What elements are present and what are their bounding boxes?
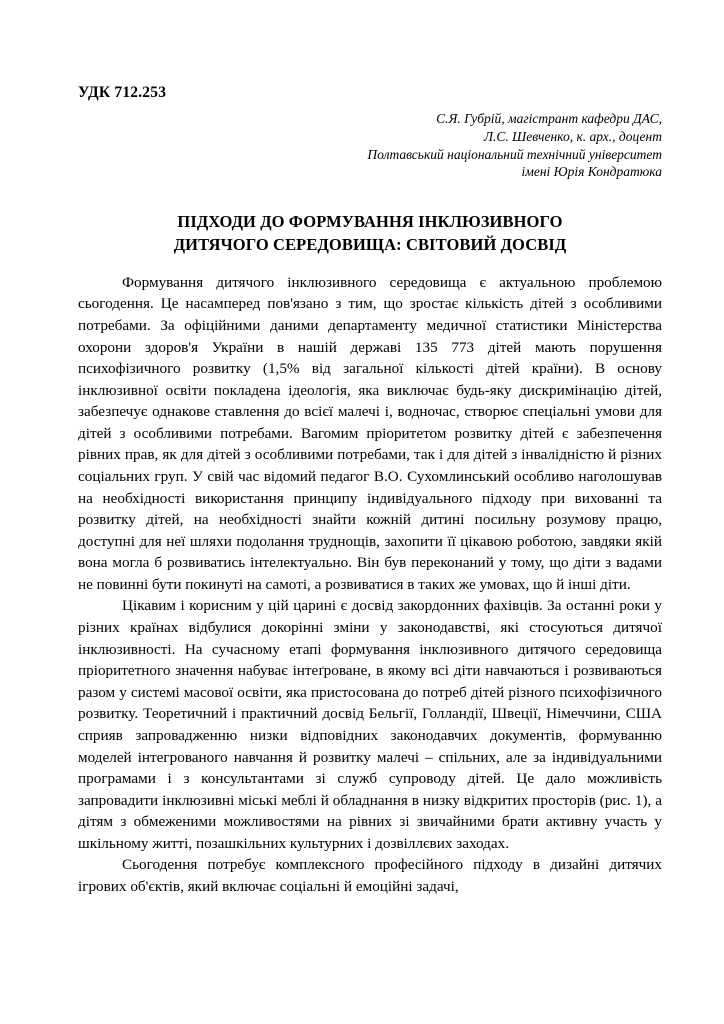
title-line-2: ДИТЯЧОГО СЕРЕДОВИЩА: СВІТОВИЙ ДОСВІД — [173, 234, 567, 254]
page-title — [78, 211, 662, 256]
author-line-2: Л.С. Шевченко, к. арх., доцент — [483, 128, 662, 144]
paragraph: Сьогодення потребує комплексного професійного підходу в дизайні дитячих ігрових об'єктів, який включає соціальні й емоційні задачі, — [78, 856, 662, 895]
affiliation-line-1: Полтавський національний технічний університет — [367, 146, 662, 162]
author-block — [78, 110, 662, 181]
paragraph: Формування дитячого інклюзивного середовища є актуальною проблемою сьогодення. Це насамперед пов'язано з тим, що зростає кількість дітей з особливими потребами. За офіційними даними департаменту медичної статистики Міністерства охорони здоров'я України в нашій державі 135 773 дітей мають порушення психофізичного розвитку (1,5% від загальної кількості дітей країни). В основу інклюзивної освіти покладена ідеологія, яка виключає будь-яку дискримінацію дітей, забезпечує однакове ставлення до всієї малечі і, водночас, створює спеціальні умови для дітей з особливими потребами. Вагомим пріоритетом розвитку дітей є забезпечення рівних прав, як для дітей з особливими потребами, так і для дітей з інвалідністю й різних соціальних груп. У свій час відомий педагог В.О. Сухомлинський особливо наголошував на необхідності використання принципу індивідуального підходу при вихованні та розвитку дітей, на необхідності знайти кожній дитині посильну розумову працю, доступні для неї шляхи подолання труднощів, захопити її цікавою роботою, завдяки якій вона могла б розвиватись інтелектуально. Він був переконаний у тому, що діти з вадами не повинні бути покинуті на самоті, а розвиватися в таких же умовах, що й інші діти. — [78, 273, 662, 593]
udk-code: УДК 712.253 — [78, 84, 167, 101]
title-line-1: ПІДХОДИ ДО ФОРМУВАННЯ ІНКЛЮЗИВНОГО — [177, 212, 563, 232]
author-line-1: С.Я. Губрій, магістрант кафедри ДАС, — [436, 111, 662, 126]
article-body — [78, 272, 662, 898]
paragraph: Цікавим і корисним у цій царині є досвід закордонних фахівців. За останні роки у різних країнах відбулися докорінні зміни у законодавстві, які стосуються дитячої інклюзивності. На сучасному етапі формування інклюзивного дитячого середовища пріоритетного значення набуває інтеґроване, в якому всі діти навчаються і розвиваються разом у системі масової освіти, яка пристосована до потреб дітей різного психофізичного розвитку. Теоретичний і практичний досвід Бельгії, Голландії, Швеції, Німеччини, США сприяв запровадженню низки відповідних законодавчих документів, формуванню моделей інтегрованого навчання й розвитку малечі – спільних, але за індивідуальними програмами і з консультантами зі служб супроводу дітей. Це дало можливість запровадити інклюзивні міські меблі й обладнання в низку відкритих просторів (рис. 1), а дітям з обмеженими можливостями на рівних зі звичайними брати активну участь у шкільному житті, позашкільних культурних і дозвіллєвих заходах. — [78, 597, 662, 852]
affiliation-line-2: імені Юрія Кондратюка — [521, 164, 662, 180]
